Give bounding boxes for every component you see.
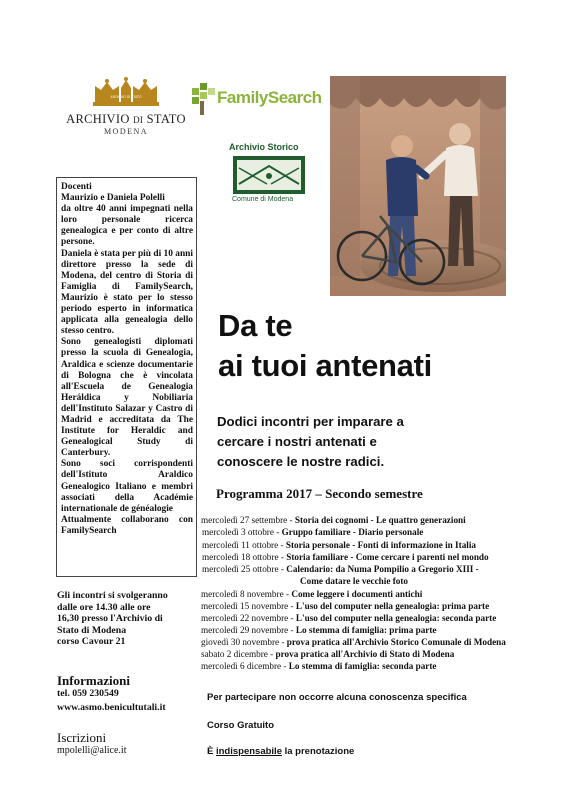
- schedule-item: mercoledì 22 novembre - L'uso del computer nella genealogia: seconda parte: [201, 613, 497, 623]
- archivio-logo-city: MODENA: [103, 127, 149, 136]
- participation-note: Per partecipare non occorre alcuna conoscenza specifica: [207, 692, 467, 703]
- schedule-info: Gli incontri si svolgeranno dalle ore 14.30 alle ore 16,30 presso l'Archivio di Stato di Modena corso Cavour 21: [57, 590, 168, 648]
- docenti-heading: Docenti: [61, 182, 92, 192]
- subtitle: Dodici incontri per imparare a cercare i nostri antenati e conoscere le nostre radici.: [217, 414, 404, 469]
- archivio-storico-subtitle: Comune di Modena: [232, 196, 294, 203]
- schedule-item: mercoledì 3 ottobre - Gruppo familiare - Diario personale: [202, 527, 424, 537]
- schedule-item: Come datare le vecchie foto: [300, 576, 408, 586]
- main-title: Da te ai tuoi antenati: [218, 308, 432, 383]
- docenti-paragraph: Sono genealogisti diplomati presso la scuola di Genealogia, Araldica e scienze documentarie di Bologna che è vincolata all'Escuela de Genealogia Heráldica y Nobiliaria dell'Instituto Salazar y Castro di Madrid e accreditata da The Institute for Heraldic and Genealogical Study di Canterbury.: [61, 337, 193, 459]
- docenti-names: Maurizio e Daniela Polelli: [61, 193, 165, 204]
- schedule-item: mercoledì 29 novembre - Lo stemma di famiglia: prima parte: [201, 625, 437, 635]
- informazioni-heading: Informazioni: [57, 673, 130, 688]
- schedule-item: mercoledì 6 dicembre - Lo stemma di famiglia: seconda parte: [201, 661, 437, 671]
- programma-heading: Programma 2017 – Secondo semestre: [216, 486, 423, 501]
- familysearch-logo: FamilySearch: [191, 82, 331, 116]
- schedule-item: giovedì 30 novembre - prova pratica all'Archivio Storico Comunale di Modena: [201, 637, 506, 647]
- schedule-item: mercoledì 15 novembre - L'uso del computer nella genealogia: prima parte: [201, 601, 490, 611]
- schedule-item: mercoledì 8 novembre - Come leggere i documenti antichi: [201, 589, 423, 599]
- booking-note: È indispensabile la prenotazione: [207, 746, 355, 757]
- svg-text:ARCHIVIO DI STATO: ARCHIVIO DI STATO: [110, 95, 142, 99]
- schedule-item: mercoledì 25 ottobre - Calendario: da Numa Pompilio a Gregorio XIII -: [202, 564, 479, 574]
- schedule-item: mercoledì 18 ottobre - Storia familiare - Come cercare i parenti nel mondo: [202, 552, 489, 562]
- archivio-storico-title: Archivio Storico: [229, 142, 299, 152]
- schedule-item: mercoledì 11 ottobre - Storia personale - Fonti di informazione in Italia: [202, 540, 476, 550]
- docenti-paragraph: Attualmente collaborano con FamilySearch: [61, 514, 193, 536]
- archivio-logo-text: ARCHIVIO DI STATO: [66, 112, 186, 126]
- iscrizioni-heading: Iscrizioni: [57, 730, 107, 745]
- free-course-note: Corso Gratuito: [207, 720, 275, 731]
- schedule-item: sabato 2 dicembre - prova pratica all'Archivio di Stato di Modena: [201, 649, 455, 659]
- schedule-item: mercoledì 27 settembre - Storia dei cognomi - Le quattro generazioni: [201, 515, 466, 525]
- website-link[interactable]: www.asmo.benicultutali.it: [57, 702, 166, 713]
- docenti-paragraph: Sono soci corrispondenti dell'Istituto Araldico Genealogico Italiano e membri associati della Académie internationale de généalogie: [61, 459, 193, 514]
- email-link[interactable]: mpolelli@alice.it: [57, 745, 127, 756]
- docenti-paragraph: da oltre 40 anni impegnati nella loro personale ricerca genealogica e per conto di altre persone.: [61, 204, 193, 248]
- phone-number: tel. 059 230549: [57, 688, 119, 699]
- docenti-paragraph: Daniela è stata per più di 10 anni direttore presso la sede di Modena, del centro di Storia di Famiglia di FamilySearch, Maurizio è stato per lo stesso periodo esperto in informatica applicata alla genealogia dello stesso centro.: [61, 248, 193, 337]
